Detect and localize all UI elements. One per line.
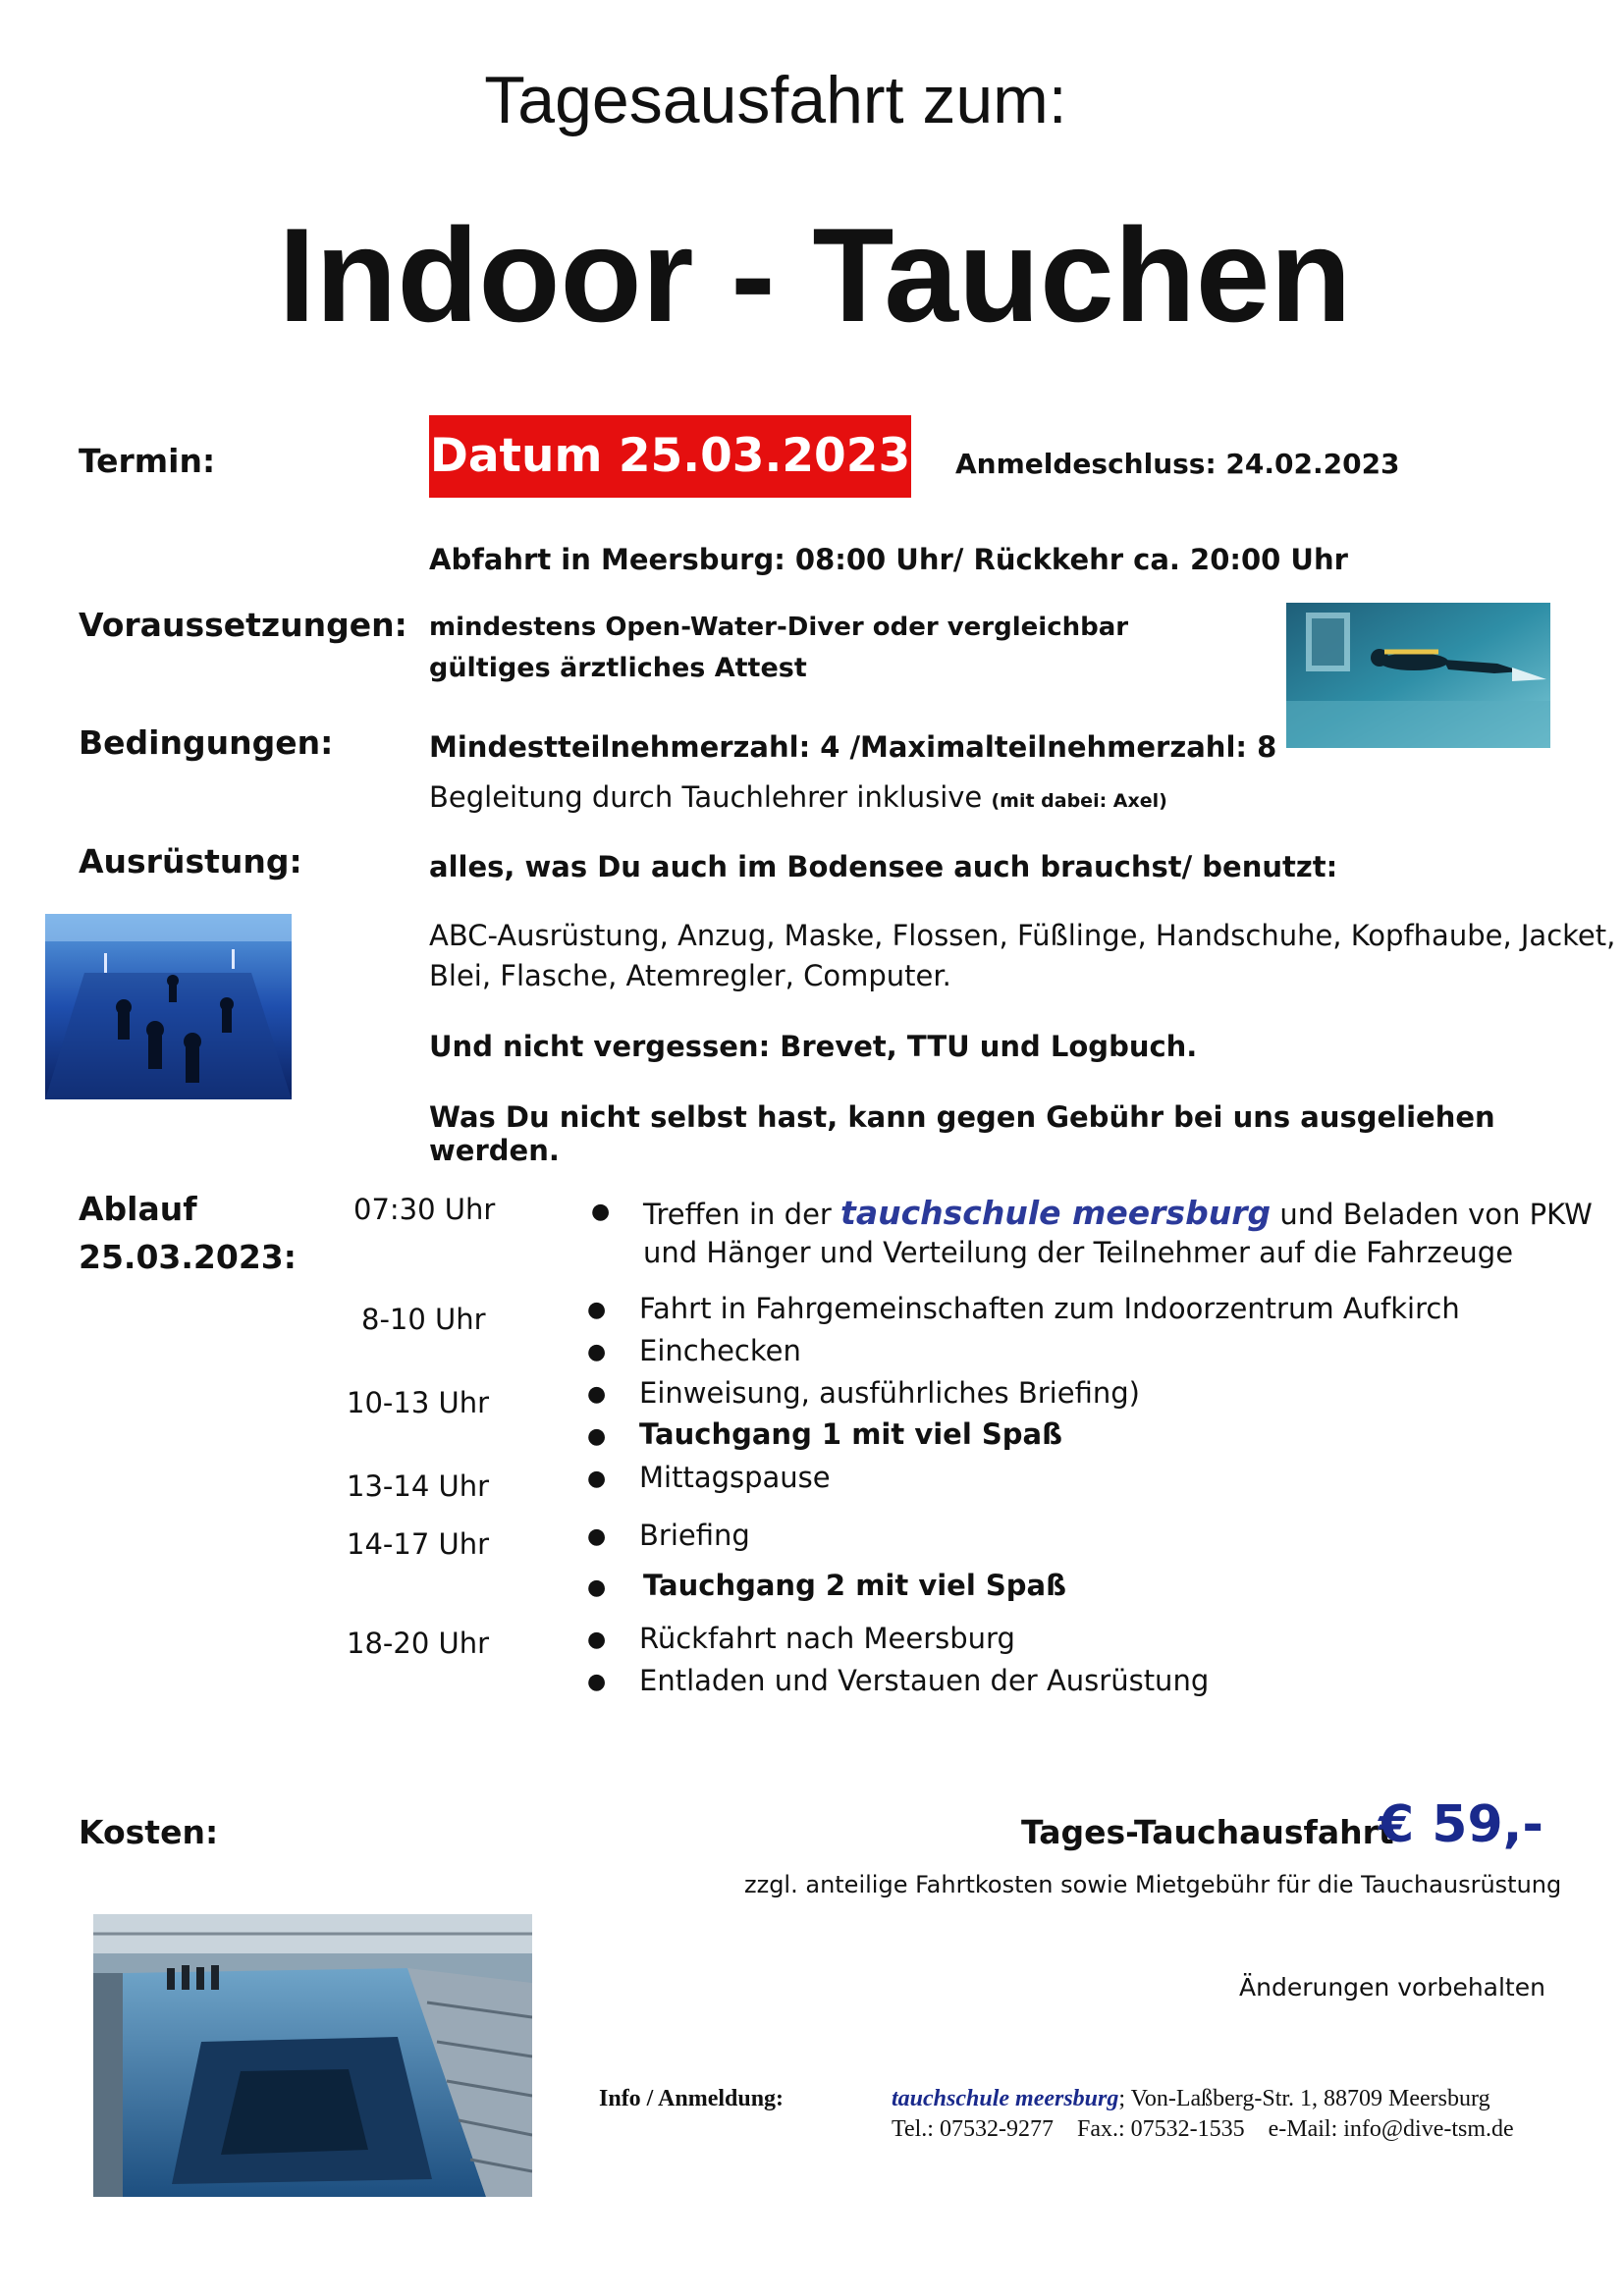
- footer-contact: Tel.: 07532-9277 Fax.: 07532-1535 e-Mail: info@dive-tsm.de: [892, 2116, 1514, 2142]
- meeting-text-pre: Treffen in der: [643, 1198, 832, 1231]
- kosten-label: Kosten:: [79, 1813, 219, 1851]
- bullet-icon: ●: [587, 1340, 607, 1364]
- schedule-item-meeting-line2: und Hänger und Verteilung der Teilnehmer auf die Fahrzeuge: [643, 1236, 1514, 1269]
- changes-disclaimer: Änderungen vorbehalten: [1239, 1973, 1545, 2002]
- schedule-item-meeting: [643, 1194, 1593, 1232]
- instructor-companion: [429, 780, 1167, 814]
- time-slot: 18-20 Uhr: [347, 1627, 490, 1660]
- indoor-pool-photo: [93, 1914, 532, 2197]
- requirement-diver: mindestens Open-Water-Diver oder vergleichbar: [429, 613, 1129, 642]
- equipment-list-line1: ABC-Ausrüstung, Anzug, Maske, Flossen, Füßlinge, Handschuhe, Kopfhaube, Jacket,: [429, 919, 1616, 952]
- registration-deadline: Anmeldeschluss: 24.02.2023: [955, 448, 1400, 480]
- pool-divers-photo: [45, 914, 292, 1099]
- equipment-intro: alles, was Du auch im Bodensee auch brauchst/ benutzt:: [429, 850, 1338, 883]
- footer-street: ; Von-Laßberg-Str. 1, 88709 Meersburg: [1118, 2086, 1490, 2111]
- bedingungen-label: Bedingungen:: [79, 723, 334, 762]
- brand-name: tauchschule meersburg: [840, 1194, 1272, 1232]
- equipment-list-line2: Blei, Flasche, Atemregler, Computer.: [429, 959, 951, 992]
- info-label: Info / Anmeldung:: [599, 2086, 785, 2111]
- bullet-icon: ●: [587, 1524, 607, 1549]
- min-participants: Mindestteilnehmerzahl: 4 /: [429, 730, 861, 764]
- equipment-reminder: Und nicht vergessen: Brevet, TTU und Logbuch.: [429, 1030, 1198, 1063]
- ablauf-date-label: 25.03.2023:: [79, 1238, 297, 1276]
- bullet-icon: ●: [587, 1382, 607, 1407]
- schedule-item: Fahrt in Fahrgemeinschaften zum Indoorzentrum Aufkirch: [639, 1292, 1460, 1325]
- meeting-text-post: und Beladen von PKW: [1279, 1198, 1593, 1231]
- page-subtitle: Tagesausfahrt zum:: [484, 63, 1067, 137]
- requirement-attest: gültiges ärztliches Attest: [429, 653, 807, 683]
- bullet-icon: ●: [587, 1670, 607, 1694]
- schedule-item: Briefing: [639, 1519, 750, 1552]
- departure-info: Abfahrt in Meersburg: 08:00 Uhr/ Rückkehr ca. 20:00 Uhr: [429, 543, 1348, 576]
- footer-brand: tauchschule meersburg: [892, 2086, 1119, 2111]
- equipment-rental: Was Du nicht selbst hast, kann gegen Gebühr bei uns ausgeliehen werden.: [429, 1100, 1495, 1167]
- ausruestung-label: Ausrüstung:: [79, 842, 302, 881]
- schedule-item: Entladen und Verstauen der Ausrüstung: [639, 1664, 1210, 1697]
- ablauf-label: Ablauf: [79, 1190, 197, 1228]
- schedule-item: Einweisung, ausführliches Briefing): [639, 1376, 1140, 1410]
- diver-photo: [1286, 603, 1550, 748]
- footer-address: [892, 2086, 1490, 2112]
- bullet-icon: ●: [587, 1298, 607, 1322]
- bullet-icon: ●: [591, 1200, 611, 1224]
- time-slot: 14-17 Uhr: [347, 1527, 490, 1561]
- schedule-item: Mittagspause: [639, 1461, 831, 1494]
- time-slot: 07:30 Uhr: [353, 1193, 496, 1226]
- schedule-item-dive1: Tauchgang 1 mit viel Spaß: [639, 1417, 1062, 1451]
- time-slot: 13-14 Uhr: [347, 1469, 490, 1503]
- max-participants: Maximalteilnehmerzahl: 8: [860, 730, 1277, 764]
- price-name: Tages-Tauchausfahrt: [1021, 1813, 1394, 1851]
- price-value: € 59,-: [1379, 1795, 1543, 1854]
- companion-text: Begleitung durch Tauchlehrer inklusive: [429, 780, 983, 814]
- schedule-item: Rückfahrt nach Meersburg: [639, 1622, 1015, 1655]
- termin-label: Termin:: [79, 442, 216, 480]
- schedule-item-dive2: Tauchgang 2 mit viel Spaß: [643, 1569, 1066, 1602]
- date-badge: Datum 25.03.2023: [429, 415, 911, 498]
- bullet-icon: ●: [587, 1424, 607, 1449]
- price-note: zzgl. anteilige Fahrtkosten sowie Mietgebühr für die Tauchausrüstung: [744, 1871, 1562, 1898]
- companion-note: (mit dabei: Axel): [991, 790, 1167, 812]
- time-slot: 8-10 Uhr: [361, 1303, 486, 1336]
- voraussetzungen-label: Voraussetzungen:: [79, 606, 407, 644]
- time-slot: 10-13 Uhr: [347, 1386, 490, 1419]
- bullet-icon: ●: [587, 1628, 607, 1652]
- bullet-icon: ●: [587, 1467, 607, 1491]
- schedule-item: Einchecken: [639, 1334, 801, 1367]
- bullet-icon: ●: [587, 1575, 607, 1600]
- page-title: Indoor - Tauchen: [278, 200, 1352, 349]
